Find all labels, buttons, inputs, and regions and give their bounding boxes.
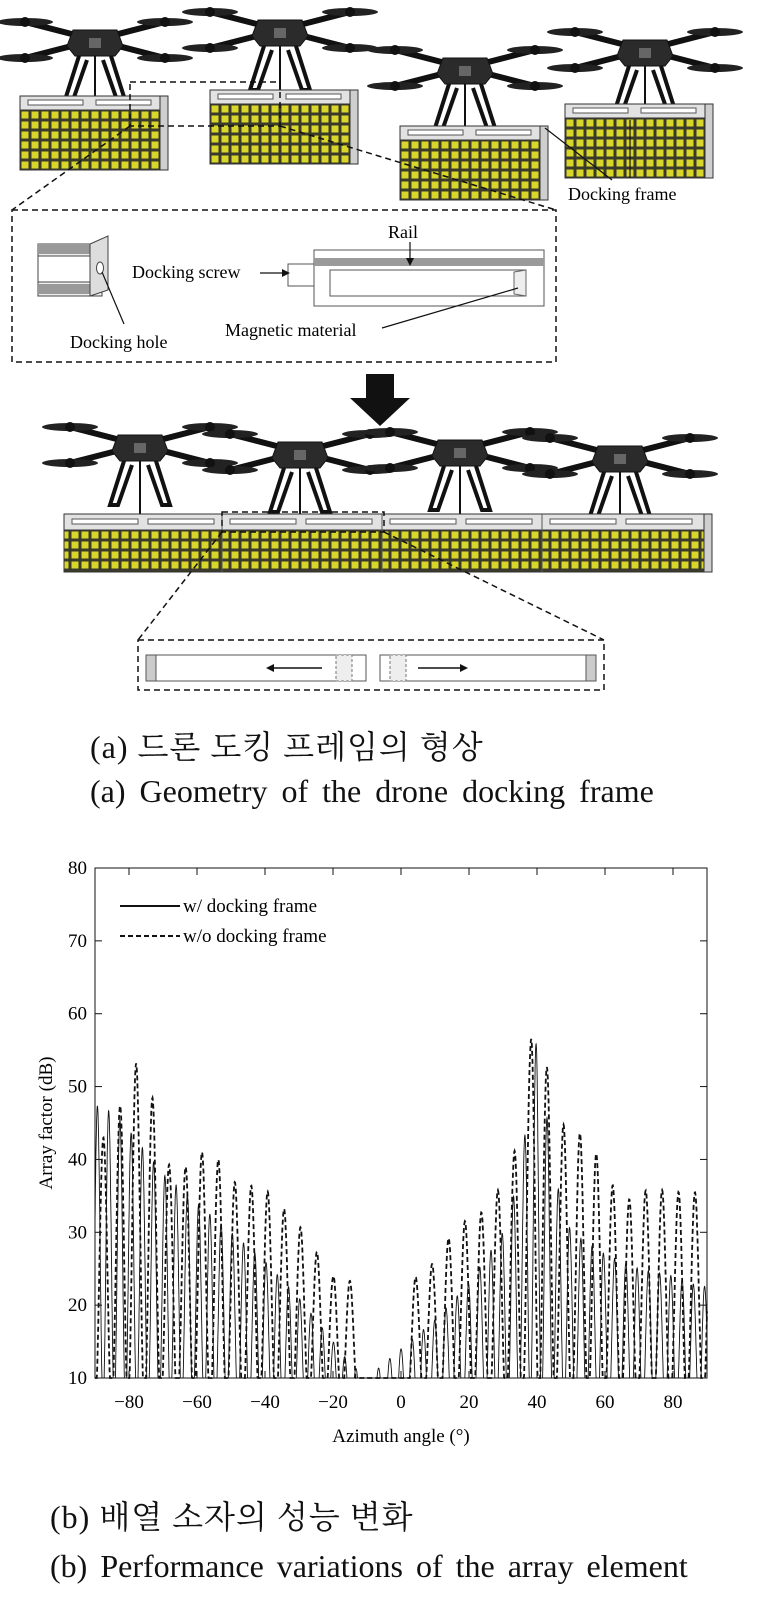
x-tick-label: 20 <box>459 1392 479 1413</box>
label-docking-frame: Docking frame <box>568 184 677 204</box>
y-tick-label: 10 <box>68 1368 87 1389</box>
y-tick-label: 80 <box>68 858 87 879</box>
array-factor-chart <box>0 850 778 1490</box>
x-tick-label: 0 <box>396 1392 406 1413</box>
assembled-array <box>64 514 712 572</box>
drone-3 <box>367 45 563 138</box>
x-axis-label: Azimuth angle (°) <box>332 1426 470 1447</box>
y-tick-label: 20 <box>68 1295 87 1317</box>
caption-b-english: (b) Performance variations of the array element <box>50 1548 688 1584</box>
legend-entry-0: w/ docking frame <box>183 896 318 917</box>
x-tick-label: 80 <box>663 1392 683 1413</box>
x-tick-label: 40 <box>527 1392 547 1413</box>
array-panel-4 <box>565 104 713 178</box>
assembled-drone-4 <box>522 433 718 526</box>
x-tick-label: −20 <box>318 1392 348 1413</box>
caption-b-korean: (b) 배열 소자의 성능 변화 <box>50 1499 414 1535</box>
y-tick-label: 40 <box>68 1149 87 1171</box>
rail-part <box>288 250 544 306</box>
docking-hole-part <box>38 236 108 296</box>
docking-frame-illustration <box>0 0 778 700</box>
x-tick-label: −80 <box>114 1392 144 1413</box>
y-tick-label: 60 <box>68 1003 87 1025</box>
x-tick-label: −60 <box>182 1392 212 1413</box>
array-panel-3 <box>400 126 548 200</box>
down-arrow-icon <box>350 374 410 426</box>
y-tick-label: 50 <box>68 1076 87 1098</box>
caption-a-korean: (a) 드론 도킹 프레임의 형상 <box>90 729 484 765</box>
label-docking-screw: Docking screw <box>132 262 241 282</box>
caption-a-english: (a) Geometry of the drone docking frame <box>90 773 654 809</box>
label-rail: Rail <box>388 222 418 242</box>
rail-detail-right <box>380 655 596 681</box>
y-axis-label: Array factor (dB) <box>36 1056 57 1190</box>
label-docking-hole: Docking hole <box>70 332 168 352</box>
y-tick-label: 70 <box>68 930 87 952</box>
plot-lines <box>95 1039 707 1378</box>
legend-entry-1: w/o docking frame <box>183 926 327 947</box>
legend <box>120 896 327 947</box>
x-tick-label: 60 <box>595 1392 615 1413</box>
rail-detail-left <box>146 655 366 681</box>
x-tick-label: −40 <box>250 1392 280 1413</box>
assembled-drone-2 <box>202 429 398 522</box>
label-magnetic-material: Magnetic material <box>225 320 357 340</box>
array-panel-1 <box>20 96 168 170</box>
y-tick-label: 30 <box>68 1222 87 1244</box>
axis-ticks <box>68 858 707 1413</box>
